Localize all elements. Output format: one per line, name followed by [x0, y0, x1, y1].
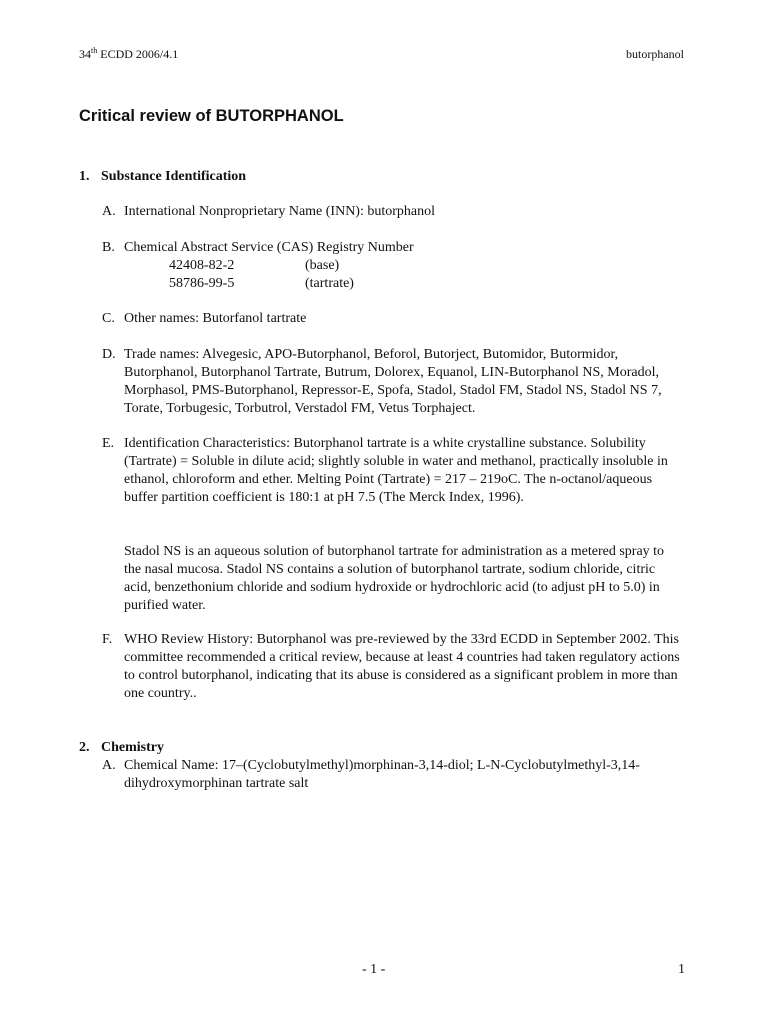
footer-page-number: 1 — [678, 962, 685, 977]
item-1e-stadol-paragraph: Stadol NS is an aqueous solution of butorphanol tartrate for administration as a metered spray to the nasal mucosa. Stadol NS contains a solution of butorphanol tartrate, sodium chloride, citric acid, benzethonium chloride and sodium hydroxide or hydrochloric acid (to adjust pH to 5.0) in purified water. — [124, 544, 665, 613]
item-2a-chemical-name — [102, 757, 692, 793]
footer-page-label: - 1 - — [362, 962, 386, 977]
header-doc-number: 34 — [79, 47, 91, 61]
item-marker: F. — [102, 632, 113, 647]
header-doc-code: ECDD 2006/4.1 — [97, 47, 179, 61]
item-text: Chemical Name: 17–(Cyclobutylmethyl)morphinan-3,14-diol; L-N-Cyclobutylmethyl-3,14-dihydroxymorphinan tartrate salt — [124, 758, 640, 791]
section-1-number: 1. — [79, 169, 90, 184]
item-text: Chemical Abstract Service (CAS) Registry Number — [124, 240, 414, 255]
header-doc-number-suffix: th — [91, 46, 98, 55]
cas-row-base — [169, 257, 339, 275]
section-2-number: 2. — [79, 740, 90, 755]
section-2-heading — [79, 739, 164, 757]
item-1b-cas — [102, 239, 702, 257]
item-text: Identification Characteristics: Butorphanol tartrate is a white crystalline substance. Solubility (Tartrate) = Soluble in dilute acid; slightly soluble in water and methanol, practically insoluble in ethanol, chloroform and ether. Melting Point (Tartrate) = 217 – 219oC. The n-octanol/aqueous buffer partition coefficient is 180:1 at pH 7.5 (The Merck Index, 1996). — [124, 436, 668, 505]
section-2-title: Chemistry — [101, 740, 164, 755]
item-marker: C. — [102, 311, 115, 326]
item-1e-identification — [102, 435, 672, 507]
item-1d-trade-names — [102, 346, 692, 418]
item-1c-other-names — [102, 310, 702, 328]
item-text: WHO Review History: Butorphanol was pre-reviewed by the 33rd ECDD in September 2002. This committee recommended a critical review, because at least 4 countries had taken regulatory actions to control butorphanol, indicating that its abuse is considered as a significant problem in more than one country.. — [124, 632, 680, 701]
page-title: Critical review of BUTORPHANOL — [79, 107, 344, 125]
cas-form: (tartrate) — [305, 276, 354, 291]
section-1-title: Substance Identification — [101, 169, 247, 184]
cas-row-tartrate — [169, 275, 354, 293]
item-marker: D. — [102, 347, 116, 362]
item-text: Trade names: Alvegesic, APO-Butorphanol, Beforol, Butorject, Butomidor, Butormidor, Butorphanol, Butorphanol Tartrate, Butrum, Dolorex, Equanol, LIN-Butorphanol NS, Moradol, Morphasol, PMS-Butorphanol, Repressor-E, Spofa, Stadol, Stadol FM, Stadol NS, Stadol NS 7, Torate, Torbugesic, Torbutrol, Verstadol FM, Vetus Torphaject. — [124, 347, 662, 416]
item-1f-who-review — [102, 631, 694, 703]
cas-number: 42408-82-2 — [169, 258, 235, 273]
item-marker: A. — [102, 758, 116, 773]
cas-number: 58786-99-5 — [169, 276, 235, 291]
item-marker: A. — [102, 204, 116, 219]
item-1a-inn — [102, 203, 702, 221]
section-1-heading — [79, 168, 246, 186]
header-doc-id — [79, 47, 178, 62]
item-marker: B. — [102, 240, 115, 255]
item-text: International Nonproprietary Name (INN): butorphanol — [124, 204, 436, 219]
item-marker: E. — [102, 436, 115, 451]
header-substance: butorphanol — [626, 47, 684, 61]
item-text: Other names: Butorfanol tartrate — [124, 311, 307, 326]
cas-form: (base) — [305, 258, 340, 273]
